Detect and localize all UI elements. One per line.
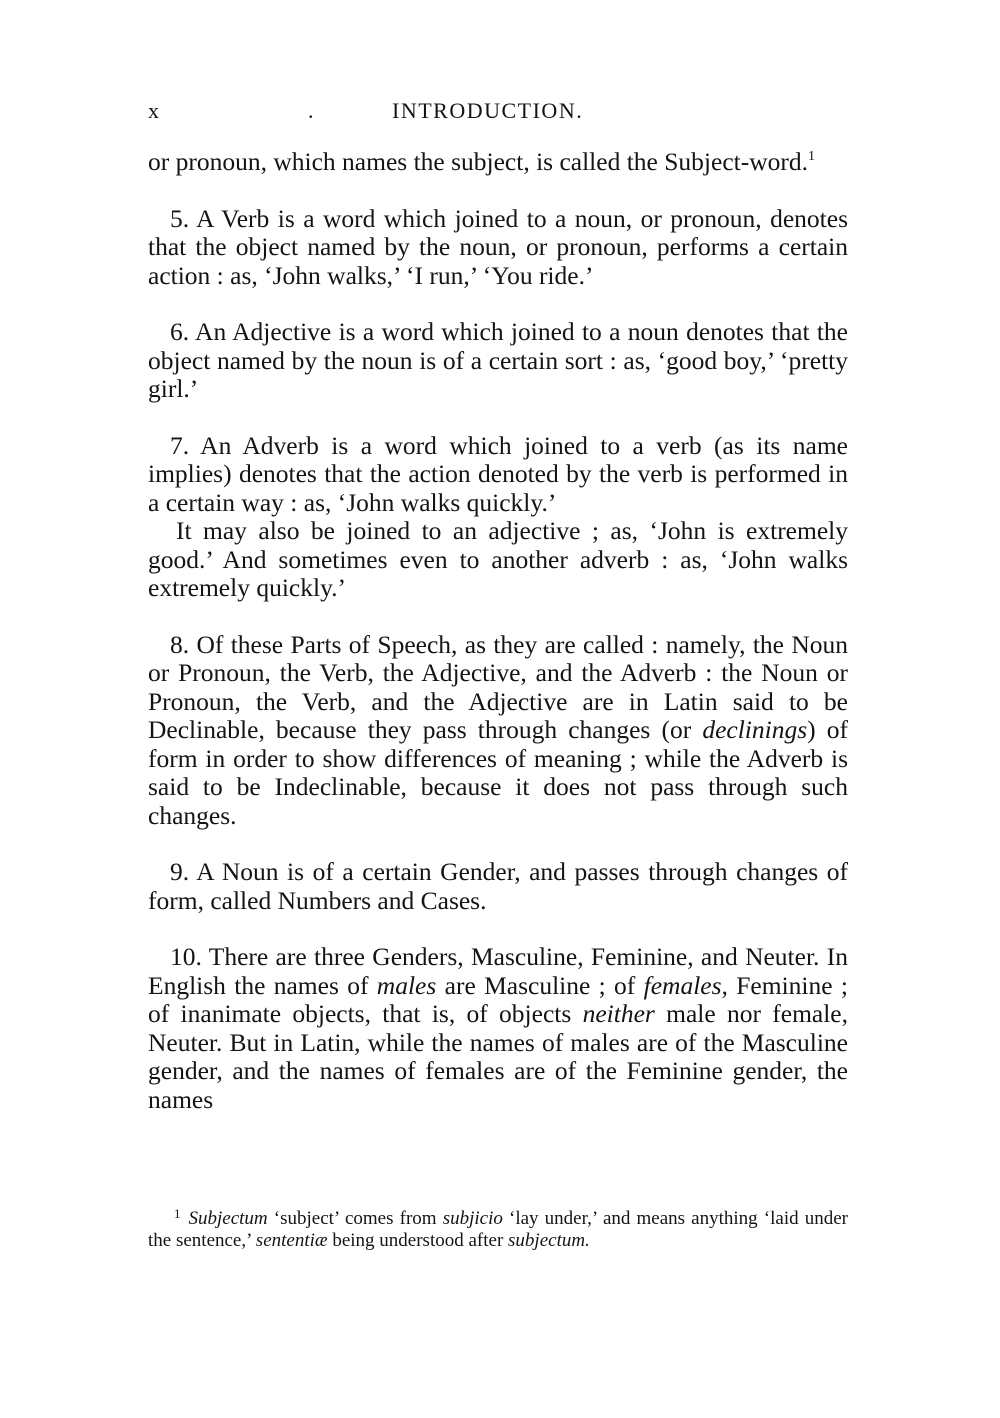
paragraph-7-continuation: It may also be joined to an adjective ; as, ‘John is extremely good.’ And sometimes even to another adverb : as, ‘John walks extremely quickly.’ bbox=[148, 516, 848, 602]
paragraph-10-text-b: are Masculine ; of bbox=[436, 970, 644, 1000]
paragraph-10-italic-males: males bbox=[376, 970, 437, 1000]
book-page bbox=[148, 0, 848, 1418]
footnote-text-a: ‘subject’ comes from bbox=[267, 1208, 443, 1229]
page-number: x bbox=[148, 98, 160, 123]
paragraph-10-genders bbox=[148, 943, 848, 1114]
paragraph-8-text-b: ) of form in order to show differences of meaning ; while the Adverb is said to be Indeclinable, because it does not pass through such changes. bbox=[148, 715, 848, 830]
paragraph-8-parts-of-speech bbox=[148, 631, 848, 831]
paragraph-9-noun: 9. A Noun is of a certain Gender, and passes through changes of form, called Numbers and Cases. bbox=[148, 857, 848, 915]
running-head-title: INTRODUCTION. bbox=[392, 98, 584, 123]
paragraph-10-text-c: Feminine ; of inanimate objects, that is, of objects bbox=[148, 970, 848, 1028]
paragraph-continued bbox=[148, 148, 848, 177]
footnote-text-c: being understood after bbox=[327, 1230, 509, 1251]
footnote-mark: 1 bbox=[174, 1206, 181, 1221]
body-text bbox=[148, 148, 848, 1114]
paragraph-8-italic: declinings bbox=[702, 715, 808, 744]
paragraph-8-text-a: 8. Of these Parts of Speech, as they are called : namely, the Noun or Pronoun, the Verb, the Adjective, and the Adverb : the Noun or Pronoun, the Verb, and the Adjective are in Latin said to be Declinable, because they pass through changes (or bbox=[148, 629, 848, 744]
footnote-italic-subjectum-end: subjectum. bbox=[508, 1230, 590, 1251]
paragraph-10-text-d: male nor female, Neuter. But in Latin, while the names of males are of the Masculine gender, and the names of females are of the Feminine gender, the names bbox=[148, 999, 848, 1114]
paragraph-10-italic-neither: neither bbox=[582, 999, 655, 1028]
running-head bbox=[148, 98, 848, 128]
footnote-italic-subjectum: Subjectum bbox=[188, 1208, 268, 1229]
paragraph-6-adjective: 6. An Adjective is a word which joined to a noun denotes that the object named by the noun is of a certain sort : as, ‘good boy,’ ‘pretty girl.’ bbox=[148, 317, 848, 403]
footnote-italic-subjicio: subjicio bbox=[442, 1208, 503, 1229]
footnote bbox=[148, 1208, 848, 1252]
footnote-reference: 1 bbox=[808, 149, 815, 164]
paragraph-10-text-a: 10. There are three Genders, Masculine, Feminine, and Neuter. In English the names of bbox=[148, 942, 848, 1000]
paragraph-7-adverb: 7. An Adverb is a word which joined to a verb (as its name implies) denotes that the action denoted by the verb is performed in a certain way : as, ‘John walks quickly.’ bbox=[148, 430, 848, 517]
paragraph-continued-text: or pronoun, which names the subject, is called the Subject-word. bbox=[148, 147, 808, 176]
paragraph-10-italic-females: females, bbox=[643, 970, 728, 1000]
paragraph-5-verb: 5. A Verb is a word which joined to a noun, or pronoun, denotes that the object named by the noun, or pronoun, performs a certain action : as, ‘John walks,’ ‘I run,’ ‘You ride.’ bbox=[148, 203, 848, 290]
running-head-dot: . bbox=[308, 98, 315, 123]
footnote-italic-sententiae: sententiæ bbox=[255, 1230, 328, 1251]
footnote-text-b: ‘lay under,’ and means anything ‘laid under the sentence,’ bbox=[148, 1208, 848, 1251]
